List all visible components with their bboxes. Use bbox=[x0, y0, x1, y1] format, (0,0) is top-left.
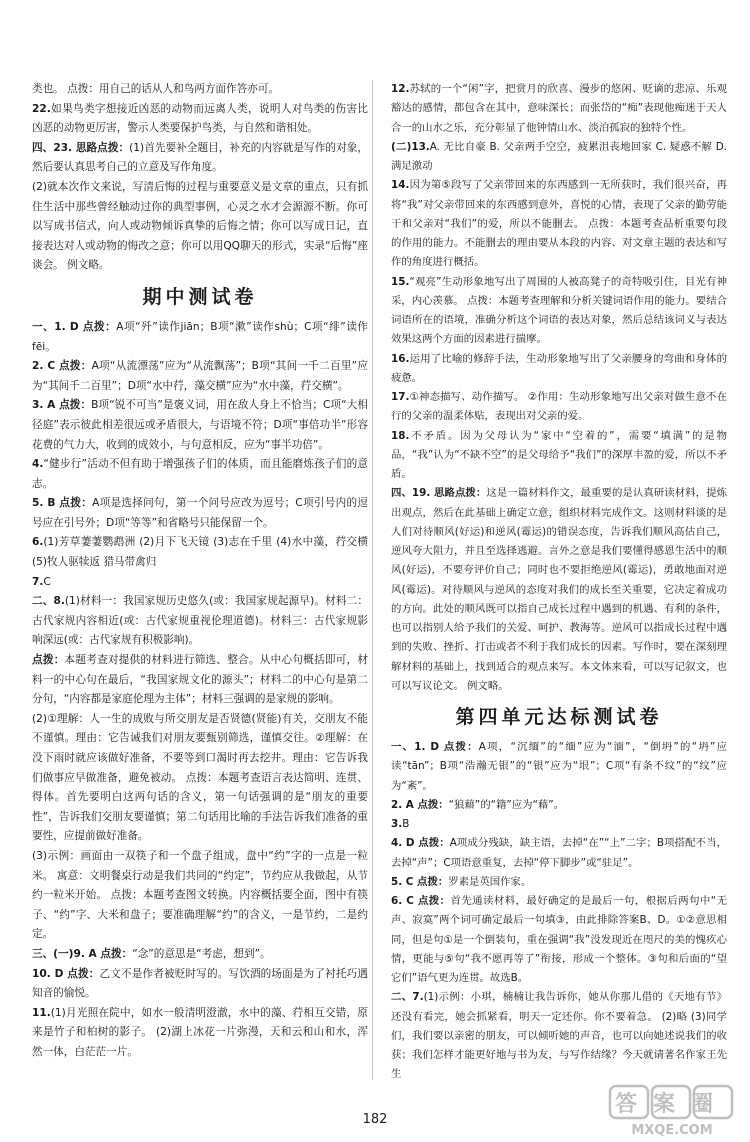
answer-label: 三、(一)9. A 点拨： bbox=[32, 947, 133, 960]
answer-text: A项成分残缺，缺主语，去掉“在”“上”二字；B项搭配不当，去掉“声”；C项语意重复，去掉“停下脚步”或“驻足”。 bbox=[391, 837, 727, 869]
answer-label: 4. bbox=[32, 458, 44, 471]
answer-label: 四、19. 思路点拨： bbox=[391, 487, 487, 500]
answer-label: 16. bbox=[391, 352, 410, 365]
answer-label: 一、1. D 点拨： bbox=[391, 741, 479, 753]
answer-item bbox=[32, 573, 368, 593]
right-answers-unit4 bbox=[391, 738, 727, 1085]
left-answers-midterm bbox=[32, 318, 368, 1063]
answer-label: 5. B 点拨： bbox=[32, 497, 93, 510]
answer-text: (1)首先要补全题目，补充的内容就是写作的对象，然后要认真思考自己的立意及写作角度。 bbox=[32, 141, 368, 174]
column-divider bbox=[372, 80, 373, 1080]
answer-text: (1)示例：小琪，楠楠让我告诉你，她从你那儿借的《天地有节》还没有看完，她会抓紧看，明天一定还你。你不要着急。 (2)略 (3)同学们，我们要以亲密的朋友，可以倾听她的声音，也可以向她述说我们的收获；我们怎样才能更好地与书为友，与写作结缘？今天就请著名作家王先生 bbox=[391, 991, 728, 1081]
answer-text: (2)①理解：人一生的成败与所交朋友是否贤德(贤能)有关，交朋友不能不谨慎。理由：它告诫我们对朋友要甄别筛选，谨慎交往。②理解：在没下雨时就应该做好准备，不要等到口渴时再去挖井。理由：它告诉我们做事应早做准备，避免被动。 点拨：本题考查语言表达简明、连贯、得体。首先要明白这两句话的含义，第一句话强调的是“朋友的重要性”，告诉我们交朋友要谨慎；第二句话用比喻的手法告诉我们准备的重要性，应提前做好准备。 bbox=[32, 712, 368, 843]
answer-text: (1)月光照在院中，如水一般清明澄澈，水中的藻、荇相互交错，原来是竹子和柏树的影子。 (2)湖上冰花一片弥漫，天和云和山和水，浑然一体，白茫茫一片。 bbox=[32, 1006, 368, 1058]
answer-text: A项，“沉缅”的“缅”应为“湎”，“倒坍”的“坍”应读“tān”；B项“浩瀚无银”的“银”应为“垠”；C项“有条不纹”的“纹”应为“紊”。 bbox=[391, 741, 728, 792]
right-answers-top bbox=[391, 80, 727, 696]
answer-label: 22. bbox=[32, 102, 51, 115]
answer-item bbox=[391, 388, 727, 427]
answer-text: “狼藉”的“籍”应为“藉”。 bbox=[448, 798, 565, 811]
section-title-midterm: 期中测试卷 bbox=[142, 285, 258, 308]
answer-text: B bbox=[402, 818, 410, 830]
answer-text: 运用了比喻的修辞手法，生动形象地写出了父亲腰身的弯曲和身体的疲惫。 bbox=[391, 352, 727, 384]
answer-text: 罗素是英国作家。 bbox=[448, 875, 532, 888]
answer-text: “健步行”活动不但有助于增强孩子们的体质，而且能磨炼孩子们的意志。 bbox=[32, 458, 368, 490]
answer-item bbox=[32, 1004, 368, 1063]
answer-item bbox=[32, 357, 368, 396]
answer-item bbox=[391, 873, 727, 892]
answer-label: 一、1. D 点拨： bbox=[32, 320, 117, 333]
answer-item bbox=[391, 815, 727, 834]
answer-label: 2. A 点拨： bbox=[391, 798, 449, 811]
answer-label: 点拨： bbox=[32, 654, 65, 667]
answer-label: (二)13. bbox=[391, 140, 430, 153]
answer-text: A项“歼”读作jiān；B项“漱”读作shù；C项“绯”读作fēi。 bbox=[32, 320, 368, 353]
answer-text: A. 无比自豪 B. 父亲两手空空，疲累沮丧地回家 C. 疑惑不解 D. 满足激动 bbox=[391, 140, 727, 172]
answer-text: 这是一篇材料作文，最重要的是认真研读材料，提炼出观点，然后在此基础上确定立意，组织材料完成作文。这则材料谈的是人们对待顺风(好运)和逆风(霉运)的错误态度，告诉我们顺风高估自己，逆风夸大阻力，并且至选择逃避。言外之意是我们要懂得感恩生活中的顺风(好运)，不要夸评价自己；同时也不要拒绝逆风(霉运)，勇敢地面对逆风(霉运)。对待顺风与逆风的态度对我们的成长至关重要，它决定着成功的方向。此处的顺风既可以指自己成长过程中遇到的机遇、有利的条件，也可以指别人给予我们的关爱、呵护、教海等。逆风可以指成长过程中遇到的失败、挫折、打击或者不利于我们成长的因素。写作时，要在深刻理解材料的基础上，找到适合的观点来写。本文体来看，可以写记叙文，也可以写议论文。 例文略。 bbox=[391, 487, 727, 692]
svg-text:MXQE.COM: MXQE.COM bbox=[631, 1123, 713, 1138]
answer-label: 5. C 点拨： bbox=[391, 875, 449, 888]
answer-item bbox=[391, 138, 727, 177]
answer-text: 不矛盾。因为父母认为“家中“空着的”，需要“填满”的是物品，“我”认为“不缺不空”的是父母给予“我们”的深厚丰盈的爱，所以不矛盾。 bbox=[391, 429, 727, 480]
answer-text: A项“从流漂荡”应为“从流飘荡”；B项“其间一千二百里”应为“其间千二百里”；D项“水中荇，藻交横”应为“水中藻，荇交横”。 bbox=[32, 360, 368, 392]
answer-label: 二、7. bbox=[391, 991, 424, 1004]
answer-text: B项“锐不可当”是褒义词，用在敌人身上不恰当；C项“大相径庭”表示彼此相差很远或矛盾很大，与语境不符；D项“事倍功半”形容花费的气力大，收到的成效小，与句意相反，应为“事半功倍”。 bbox=[32, 399, 368, 451]
answer-item bbox=[32, 396, 368, 455]
answer-item bbox=[391, 796, 727, 815]
answer-text: 首先通读材料，最好确定的是最后一句，根据后两句中“无声、寂寞”两个词可确定最后一句填③，由此排除答案B、D。①②意思相同，但是句①是一个倒装句，重在强调“我”没发现近在咫尺的美的愧疚心情，更能与⑤句“我不愿再等了”衔接，形成一个整体。③句和后面的“望它们”语气更为连贯。故选B。 bbox=[391, 895, 727, 984]
left-answers-top bbox=[32, 80, 368, 276]
answer-item bbox=[391, 427, 727, 485]
answer-text: (3)示例：画面由一双筷子和一个盘子组成，盘中“约”字的一点是一粒米。 寓意：文明餐桌行动是我们共同的“约定”，节约应从我做起，从节约一粒米开始。 点拨：本题考查图文转换。内容概括要全面，图中有筷子、“约”字、大米和盘子；要准确理解“约”的含义，一是节约，二是约定。 bbox=[32, 849, 368, 941]
answer-text: 苏轼的一个“闲”字，把赏月的欣喜、漫步的悠闲、贬谪的悲凉、乐观豁达的感情，都包含在其中，意味深长；而张岱的“痴”表现他痴迷于天人合一的山水之乐，充分彰显了他钟情山水、淡泊孤寂的独特个性。 bbox=[391, 83, 727, 134]
answer-item bbox=[32, 80, 368, 100]
answer-text: “观亮”生动形象地写出了周围的人被高凳子的奇特吸引住，目光有神采，内心羡慕。 点拨：本题考查理解和分析关键词语作用的能力。要结合词语所在的语境，准确分析这个词语的表达对象，然后总结该词义与表达效果这两个方面的因素进行揣摩。 bbox=[391, 275, 727, 346]
answer-item bbox=[32, 651, 368, 710]
answer-label: 3. A 点拨： bbox=[32, 399, 92, 412]
answer-item bbox=[391, 988, 727, 1084]
answer-item bbox=[391, 892, 727, 988]
answer-item bbox=[32, 945, 368, 965]
answer-text: 乙文不是作者被贬时写的。写饮酒的场面是为了衬托巧遇知音的愉悦。 bbox=[32, 967, 368, 1000]
answer-item bbox=[32, 592, 368, 651]
answer-text: (1)材料一：我国家规历史悠久(或：我国家规起源早)。材料二：古代家规内容相近(或：古代家规重视伦理道德)。材料三：古代家规影响深远(或：古代家规有积极影响)。 bbox=[32, 595, 368, 647]
watermark-logo bbox=[608, 1084, 736, 1138]
answer-label: 四、23. 思路点拨： bbox=[32, 141, 130, 154]
answer-label: 14. bbox=[391, 179, 410, 192]
answer-item bbox=[32, 139, 368, 178]
answer-item bbox=[391, 484, 727, 696]
answer-label: 6. C 点拨： bbox=[391, 895, 451, 907]
answer-text: “念”的意思是“考虑，想到”。 bbox=[132, 947, 271, 960]
answer-label: 7. bbox=[32, 575, 44, 588]
answer-item bbox=[32, 965, 368, 1004]
answer-item bbox=[32, 533, 368, 572]
answer-item bbox=[32, 455, 368, 494]
answer-text: 如果鸟类字想接近凶恶的动物而远离人类，说明人对鸟类的伤害比凶恶的动物更厉害，警示人类要保护鸟类，与自然和谐相处。 bbox=[32, 102, 368, 135]
answer-label: 3. bbox=[391, 818, 403, 830]
answer-label: 4. D 点拨： bbox=[391, 837, 450, 850]
answer-item bbox=[391, 834, 727, 873]
answer-item bbox=[391, 273, 727, 350]
answer-item bbox=[32, 100, 368, 139]
answer-text: 类也。 点拨：用自己的话从人和鸟两方面作答亦可。 bbox=[32, 83, 280, 95]
answer-label: 10. D 点拨： bbox=[32, 967, 100, 980]
right-column bbox=[391, 80, 727, 1085]
answer-text: (1)芳草萋萋鹦鹉洲 (2)月下飞天镜 (3)志在千里 (4)水中藻，荇交横 (5)牧人驱犊返 猎马带禽归 bbox=[32, 536, 368, 569]
answer-label: 12. bbox=[391, 83, 410, 95]
answer-text: 因为第⑤段写了父亲带回来的东西感到一无所获时，我们很兴奋，再将“我”对父亲带回来的东西感到意外，喜悦的心情，表现了父亲的勤劳能干和父亲对“我们”的爱，所以不能删去。 点拨：本题考查品析重要句段的作用的能力。不能删去的理由要从本段的内容、对文章主题的表达和写作的角度进行概括。 bbox=[391, 179, 727, 269]
answer-item bbox=[32, 494, 368, 533]
answer-text: C bbox=[43, 575, 51, 588]
section-title-unit4: 第四单元达标测试卷 bbox=[455, 706, 663, 728]
answer-text: 本题考查对提供的材料进行筛选、整合。从中心句概括即可，材料一的中心句在最后，“我国家规文化的源头”；材料二的中心句是第二分句，“内容都是家庭伦理为主体”；材料三强调的是家规的影响。 bbox=[32, 654, 369, 706]
answer-text: ①神态描写、动作描写。 ②作用：生动形象地写出父亲对做生意不在行的父亲的温柔体贴，表现出对父亲的爱。 bbox=[391, 391, 727, 423]
answer-label: 18. bbox=[391, 429, 410, 442]
answer-text: A项是选择问句，第一个问号应改为逗号；C项引号内的逗号应在引号外；D项“等等”和省略号只能保留一个。 bbox=[32, 497, 368, 529]
answer-label: 15. bbox=[391, 275, 410, 288]
page-number: 182 bbox=[362, 1112, 388, 1127]
answer-item bbox=[391, 176, 727, 272]
answer-text: (2)就本次作文来说，写清后悔的过程与重要意义是文章的重点，只有抓住生活中那些曾经触动过你的典型事例，心灵之水才会源源不断。你可以写成书信式，向人或动物倾诉真挚的后悔之情；你可以写成日记，直接表达对人或动物的悔改之意；你可以用QQ聊天的形式，实录“后悔”座谈会。 例文略。 bbox=[32, 180, 368, 272]
left-column bbox=[32, 80, 368, 1063]
answer-item bbox=[32, 710, 368, 847]
answer-item bbox=[391, 738, 727, 796]
answer-item bbox=[32, 318, 368, 357]
answer-item bbox=[32, 178, 368, 276]
svg-text:答案圈: 答案圈 bbox=[614, 1092, 730, 1117]
answer-label: 2. C 点拨： bbox=[32, 360, 92, 373]
answer-label: 6. bbox=[32, 536, 44, 549]
answer-item bbox=[391, 80, 727, 138]
answer-item bbox=[32, 847, 368, 945]
answer-label: 17. bbox=[391, 391, 410, 403]
answer-label: 11. bbox=[32, 1006, 51, 1019]
answer-label: 二、8. bbox=[32, 595, 65, 608]
answer-item bbox=[391, 350, 727, 389]
